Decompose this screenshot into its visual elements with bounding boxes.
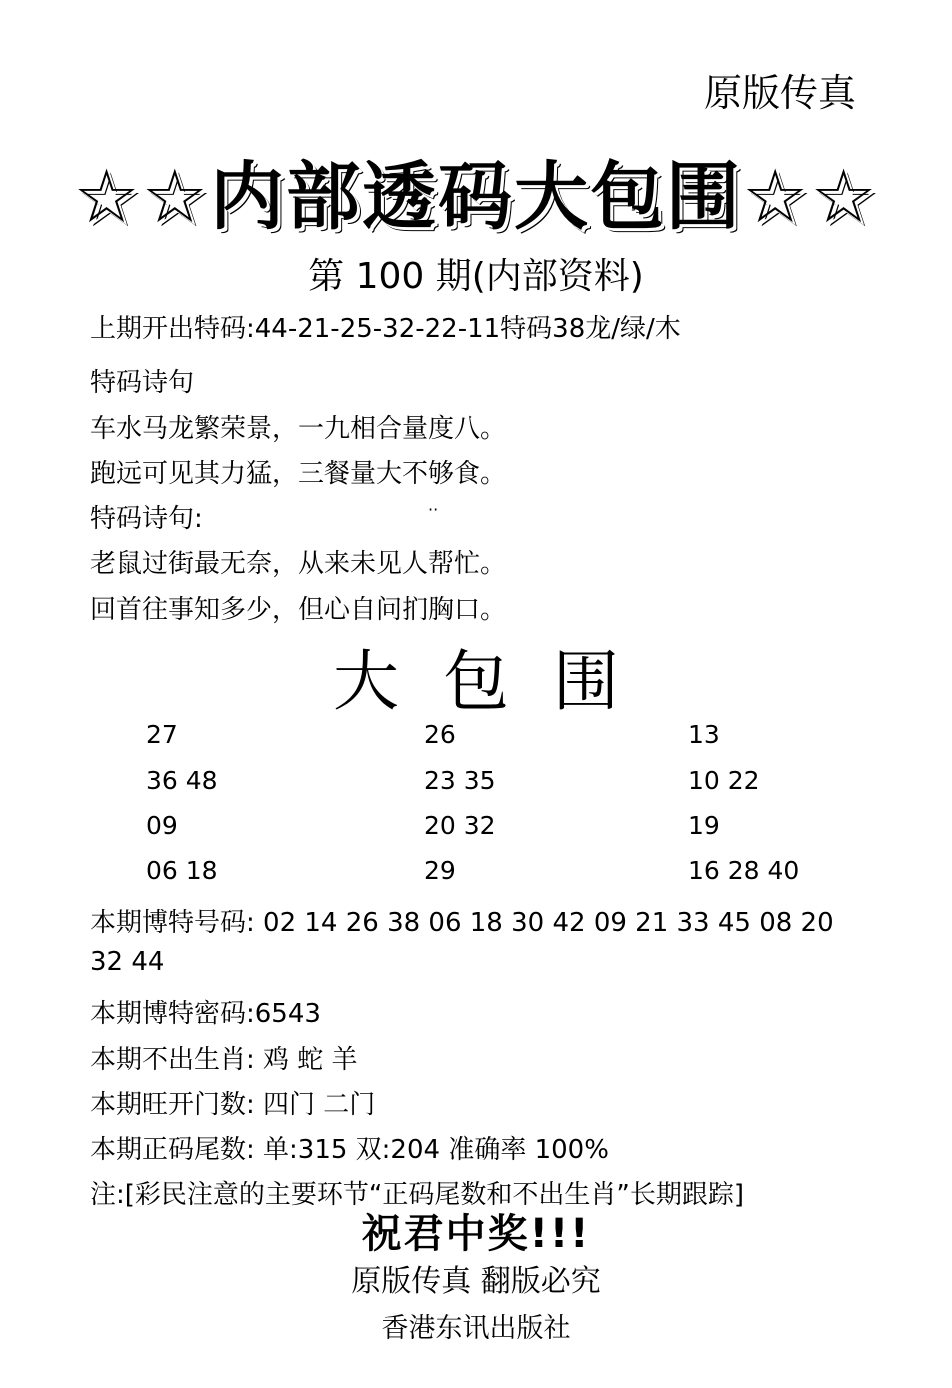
- publisher-name: 香港东讯出版社: [381, 1313, 571, 1344]
- corner-label: 原版传真: [703, 71, 856, 115]
- special-numbers-line2: 32 44: [90, 947, 165, 977]
- special-numbers-line1: 本期博特号码: 02 14 26 38 06 18 30 42 09 21 33 45 08 20: [90, 908, 834, 938]
- poem2-label: 特码诗句:: [90, 504, 203, 534]
- tail-numbers: 本期正码尾数: 单:315 双:204 准确率 100%: [90, 1135, 609, 1165]
- grid-cell: 10 22: [688, 766, 760, 795]
- issue-number: 第 100 期(内部资料): [308, 256, 644, 297]
- poem2-line1: 老鼠过街最无奈，从来未见人帮忙。: [90, 549, 507, 579]
- grid-cell: 19: [688, 811, 720, 840]
- no-zodiac: 本期不出生肖: 鸡 蛇 羊: [90, 1045, 358, 1075]
- grid-cell: 23 35: [424, 766, 496, 795]
- copyright-text: 原版传真 翻版必究: [351, 1264, 601, 1299]
- last-result: 上期开出特码:44-21-25-32-22-11特码38龙/绿/木: [90, 314, 681, 344]
- grid-cell: 09: [146, 811, 178, 840]
- grid-cell: 06 18: [146, 856, 218, 885]
- congrats-text: 祝君中奖!!!: [361, 1211, 591, 1257]
- secret-code: 本期博特密码:6543: [90, 999, 321, 1029]
- door-count: 本期旺开门数: 四门 二门: [90, 1090, 376, 1120]
- grid-cell: 26: [424, 720, 456, 749]
- grid-cell: 29: [424, 856, 456, 885]
- grid-cell: 16 28 40: [688, 856, 800, 885]
- grid-cell: 20 32: [424, 811, 496, 840]
- note: 注:[彩民注意的主要环节“正码尾数和不出生肖”长期跟踪]: [90, 1180, 744, 1210]
- decorative-dots: ··: [428, 500, 439, 519]
- grid-cell: 13: [688, 720, 720, 749]
- poem1-label: 特码诗句: [90, 368, 195, 398]
- grid-cell: 27: [146, 720, 178, 749]
- page-title: ☆☆内部透码大包围☆☆: [73, 154, 879, 240]
- poem2-line2: 回首往事知多少，但心自问扪胸口。: [90, 595, 507, 625]
- poem1-line1: 车水马龙繁荣景，一九相合量度八。: [90, 414, 507, 444]
- section-title: 大包围: [333, 643, 663, 720]
- poem1-line2: 跑远可见其力猛，三餐量大不够食。: [90, 459, 507, 489]
- grid-cell: 36 48: [146, 766, 218, 795]
